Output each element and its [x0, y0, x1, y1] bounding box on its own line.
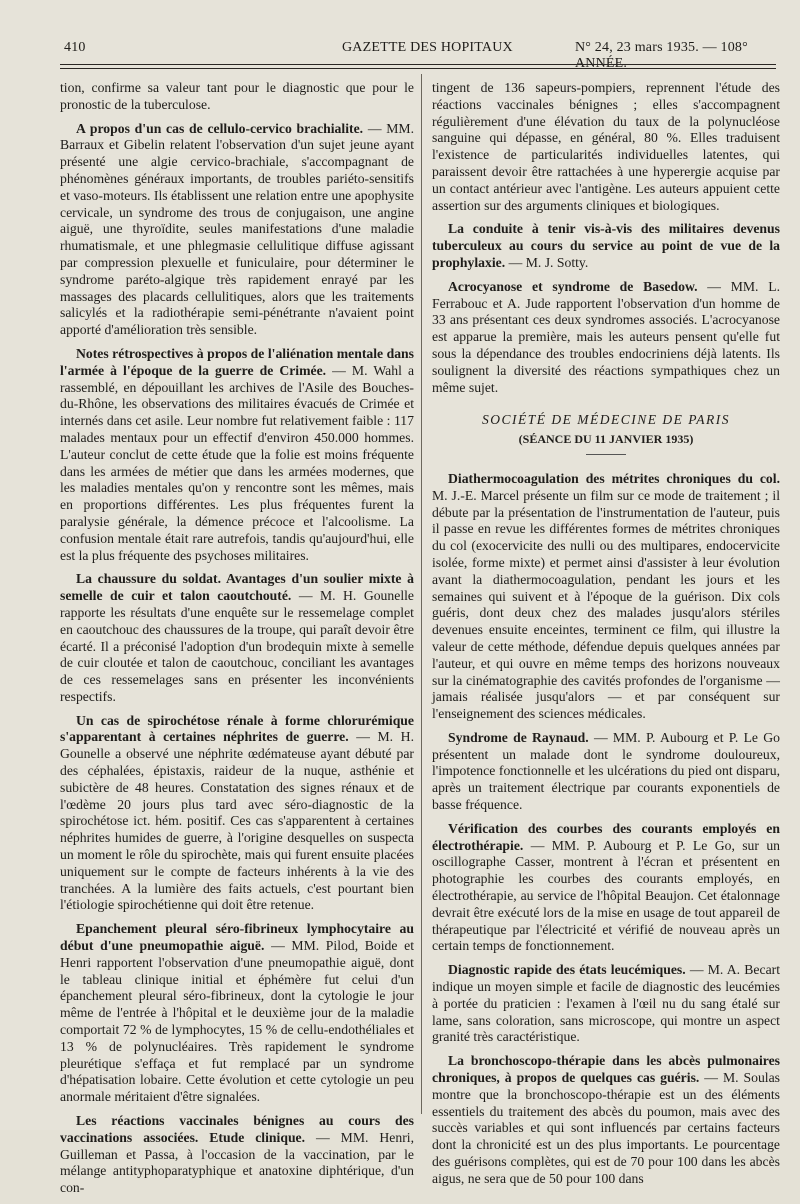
article-paragraph: tion, confirme sa valeur tant pour le diagnostic que pour le pronostic de la tuberculose. [60, 80, 414, 112]
section-divider [586, 454, 626, 455]
article-title: Diathermocoagulation des métrites chroniques du col. [448, 470, 780, 486]
column-separator [421, 74, 422, 1114]
society-heading: SOCIÉTÉ DE MÉDECINE DE PARIS [482, 412, 730, 428]
article-title: La bronchoscopo-thérapie dans les abcès pulmonaires chroniques, à propos de quelques cas guéris. [432, 1053, 780, 1086]
article-paragraph: Acrocyanose et syndrome de Basedow. — MM. L. Ferrabouc et A. Jude rapportent l'observation d'un homme de 33 ans présentant ces deux syndromes associés. L'acrocyanose est apparue la première, mais les auteurs pensent qu'elle fut sous la dépendance des troubles endocriniens déjà latents. Ils soulignent la diversité des réactions sympathiques chez un même sujet. [432, 278, 781, 395]
article-title: Les réactions vaccinales bénignes au cours des vaccinations associées. Etude clinique. [60, 1113, 414, 1145]
article-paragraph: Diathermocoagulation des métrites chroniques du col. M. J.-E. Marcel présente un film sur ce mode de traitement ; il débute par la présentation de l'instrumentation de l'auteur, puis il passe en revue les différentes formes de métrites chroniques du col (exocervicite des nulli ou des multipares, endocervicite isolée, forme mixte) et permet ainsi d'assister à leur évolution avant la diathermocoagulation, pendant les jours et les semaines qui suivent et à l'époque de la guérison. Dix cols guéris, dont deux chez des malades jusqu'alors stériles devenues ensuite enceintes, terminent ce film, qui illustre la valeur de cette méthode, défendue depuis quelques années par l'auteur, et qui ouvre en même temps des horizons nouveaux sur la cinématographie des cavités profondes de l'organisme — jamais réalisée jusqu'alors — et par conséquent sur l'enseignement des sciences médicales. [432, 470, 780, 722]
article-title: La conduite à tenir vis-à-vis des militaires devenus tuberculeux au cours du service au point de vue de la prophylaxie. [432, 221, 780, 270]
article-paragraph: Syndrome de Raynaud. — MM. P. Aubourg et P. Le Go présentent un malade dont le syndrome douloureux, l'impotence fonctionnelle et les ulcérations du pied ont disparu, après un traitement électrique par courants exponentiels de basse fréquence. [432, 729, 780, 813]
journal-title: GAZETTE DES HOPITAUX [342, 40, 513, 55]
header-rule-thin [60, 68, 776, 69]
running-header [60, 40, 776, 71]
article-paragraph: Diagnostic rapide des états leucémiques. — M. A. Becart indique un moyen simple et facile de diagnostic des leucémies à portée du praticien : l'examen à l'œil nu du sang étalé sur lame, sans coloration, sans microscope, qui montre un aspect granité très caractéristique. [432, 962, 781, 1045]
article-paragraph: Epanchement pleural séro-fibrineux lymphocytaire au début d'une pneumopathie aiguë. — MM. Pilod, Boide et Henri rapportent l'observation d'une pneumopathie aiguë, dont le tableau clinique initial et éphémère fut celui d'un épanchement pleural séro-fibrineux, dont la cytologie le jour même de l'entrée à l'hôpital et le deuxième jour de la maladie comportait 72 % de lymphocytes, 15 % de cellu-endothéliales et 13 % de polynucléaires. Très rapidement le syndrome pleurétique s'effaça et fut remplacé par un syndrome d'hépatisation lobaire. Cette évolution et cette cytologie un peu anormale méritaient d'être signalées. [60, 921, 415, 1105]
session-date: (SÉANCE DU 11 JANVIER 1935) [518, 432, 694, 447]
article-paragraph: Les réactions vaccinales bénignes au cours des vaccinations associées. Etude clinique. — MM. Henri, Guilleman et Passa, à l'occasion de la vaccination, par le mélange antityphoparatyphique et anatoxine diphtérique, d'un con- [60, 1113, 414, 1196]
article-title: Notes rétrospectives à propos de l'aliénation mentale dans l'armée à l'époque de la guerre de Crimée. [60, 345, 414, 378]
article-paragraph: La conduite à tenir vis-à-vis des militaires devenus tuberculeux au cours du service au point de vue de la prophylaxie. — M. J. Sotty. [432, 221, 780, 270]
article-paragraph: La bronchoscopo-thérapie dans les abcès pulmonaires chroniques, à propos de quelques cas guéris. — M. Soulas montre que la bronchoscopo-thérapie est un des éléments essentiels du traitement des abcès du poumon, mais avec des succès variables et qui sont influencés par certains facteurs dont la chronicité est un des plus importants. Le pourcentage des guérisons complètes, qui est de 70 pour 100 dans les abcès aigus, ne sera que de 50 pour 100 dans [432, 1053, 781, 1186]
left-column [60, 80, 414, 1204]
article-title: A propos d'un cas de cellulo-cervico brachialite. [76, 120, 364, 136]
article-title: Epanchement pleural séro-fibrineux lymphocytaire au début d'une pneumopathie aiguë. [60, 921, 414, 954]
article-paragraph: La chaussure du soldat. Avantages d'un soulier mixte à semelle de cuir et talon caoutchouté. — M. H. Gounelle rapporte les résultats d'une enquête sur le ressemelage complet en caoutchouc des chaussures de la troupe, qui paraît devoir être écarté. Il a préconisé l'adoption d'un brodequin mixte à semelle de cuir cloutée et talon de caoutchouc, conciliant les avantages de ces ressemelages sans en présenter les inconvénients respectifs. [60, 571, 414, 704]
article-title: Syndrome de Raynaud. [448, 729, 589, 745]
article-title: La chaussure du soldat. Avantages d'un soulier mixte à semelle de cuir et talon caoutchouté. [60, 571, 414, 604]
page-number: 410 [64, 40, 86, 55]
issue-info: N° 24, 23 mars 1935. — 108° ANNÉE. [575, 40, 748, 71]
article-paragraph: A propos d'un cas de cellulo-cervico brachialite. — MM. Barraux et Gibelin relatent l'observation d'un sujet jeune ayant présenté une algie cervico-brachiale, s'accompagnant de phénomènes généraux importants, de troubles pariéto-sensitifs et vaso-moteurs. Ils établissent une relation entre une apophysite cervicale, un syndrome des trous de conjugaison, une angine aiguë, une thyroïdite, seules manifestations d'une maladie rhumatismale, et une phlegmasie cellulitique diffuse agissant par compression plexuelle et funiculaire, pour déterminer le syndrome paréto-algique très rapidement enrayé par les massages des placards cellulitiques, alors que les traitements salicylés et la radiothérapie semi-pénétrante n'avaient point apporté d'amélioration très sensible. [60, 120, 414, 338]
right-column [432, 80, 780, 1195]
article-paragraph: Vérification des courbes des courants employés en électrothérapie. — MM. P. Aubourg et P. Le Go, sur un oscillographe Casser, montrent à l'écran et présentent en photographie les courbes des courants employés, en électrothérapie, au service de l'hôpital Beaujon. Cet étalonnage devrait être exécuté lors de la mise en usage de tout appareil de thérapeutique par l'électricité et vérifié de nouveau après un certain temps de fonctionnement. [432, 820, 781, 954]
header-rule [60, 64, 776, 65]
article-paragraph: Notes rétrospectives à propos de l'aliénation mentale dans l'armée à l'époque de la guerre de Crimée. — M. Wahl a rassemblé, en dépouillant les archives de l'Asile des Bouches-du-Rhône, les observations des militaires évacués de Crimée et internés dans cet asile. Leur nombre fut relativement faible : 117 malades mentaux pour un effectif d'environ 450.000 hommes. L'auteur conclut de cette étude que la folie est moins fréquente dans les armées de métier que dans les armées modernes, que les maladies mentales qu'on y rencontre sont les mêmes, mais en proportions différentes. Les plus fréquentes furent la paralysie générale, la démence précoce et l'alcoolisme. La confusion mentale était rare autrefois, tandis qu'aujourd'hui, elle est la plus fréquente des psychoses militaires. [60, 345, 415, 563]
article-title: Un cas de spirochétose rénale à forme chlorurémique s'apparentant à certaines néphrites de guerre. [60, 712, 414, 745]
article-title: Vérification des courbes des courants employés en électrothérapie. [432, 820, 780, 853]
article-title: Acrocyanose et syndrome de Basedow. [448, 278, 698, 294]
article-paragraph: tingent de 136 sapeurs-pompiers, reprennent l'étude des réactions vaccinales bénignes ; elles s'accompagnent régulièrement d'une élévation du taux de la polynucléose sanguine qui dépasse, en général, 80 %. Elles traduisent l'existence de particularités individuelles latentes, qui paraissent devoir être rattachées à une hyperergie acquise par un contact antérieur avec l'antigène. Les auteurs appuient cette assertion sur des arguments cliniques et biologiques. [432, 80, 780, 213]
article-paragraph: Un cas de spirochétose rénale à forme chlorurémique s'apparentant à certaines néphrites de guerre. — M. H. Gounelle a observé une néphrite œdémateuse ayant débuté par des céphalées, épistaxis, raideur de la nuque, asthénie et subictère de 48 heures. Constatation des signes rénaux et de l'œdème 20 jours plus tard avec séro-diagnostic de la spirochétose ict. hém. positif. Ces cas s'apparentent à certaines néphrites humides de guerre, à l'origine desquelles on suspecta un moment le rôle du spirochète, mais qui furent ensuite placées uniquement sur le compte de facteurs inhérents à la vie des tranchées. A la lumière des faits actuels, c'est pourtant bien l'étiologie spirochétienne qui doit être retenue. [60, 712, 414, 913]
article-title: Diagnostic rapide des états leucémiques. [448, 962, 686, 978]
